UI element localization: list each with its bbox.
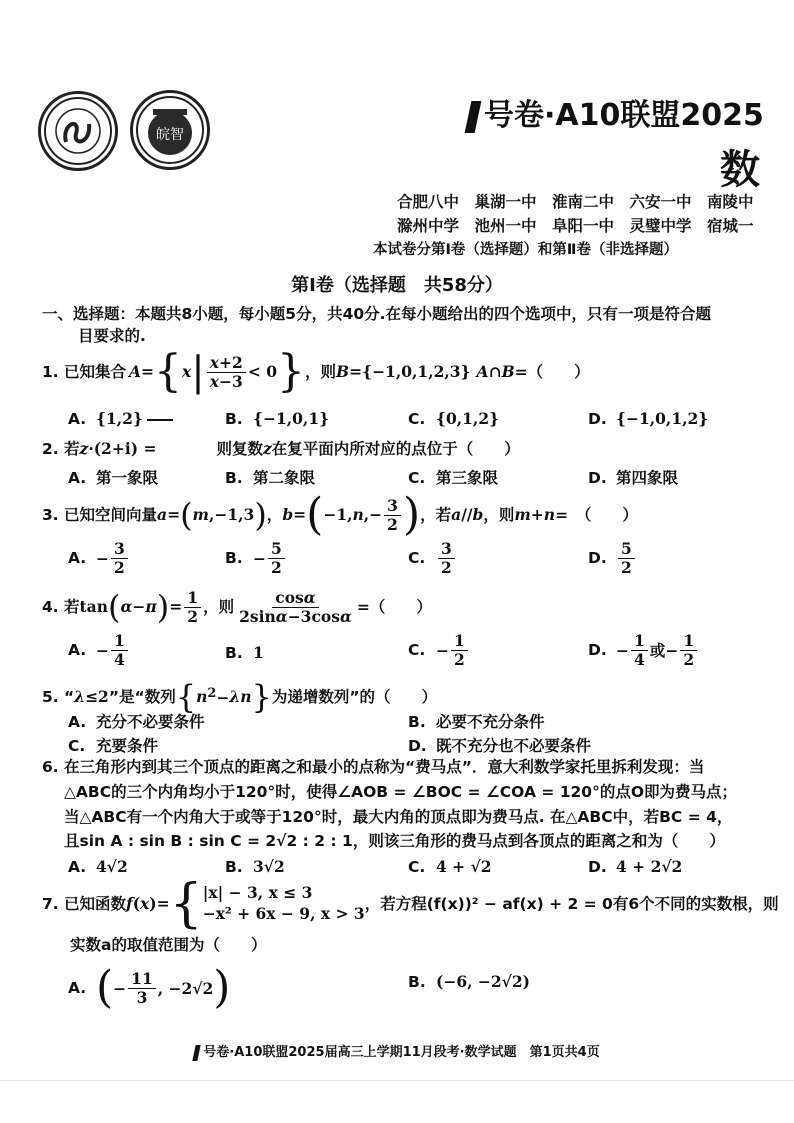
q4-option-c: C. − $\frac{1}{2}$ xyxy=(408,632,470,669)
q6-option-b: B. 3√2 xyxy=(225,857,285,876)
q4-option-a: A. − $\frac{1}{4}$ xyxy=(68,632,130,669)
league-logo xyxy=(38,91,118,171)
question-4: 4. 若 tan ( α − π ) = $\frac{1}{2}$ ，则 $\frac{\cos\alpha}{2\sin\alpha-3\cos\alpha}$ =（ ） xyxy=(42,588,432,627)
page-divider xyxy=(0,1080,794,1081)
q5-option-a: A. 充分不必要条件 xyxy=(68,713,205,731)
q6-option-c: C. 4 + √2 xyxy=(408,857,492,876)
schools-row-1: 合肥八中 巢湖一中 淮南二中 六安一中 南陵中 xyxy=(397,193,754,211)
question-number: 2. xyxy=(42,440,59,458)
question-text: ，若方程(f(x))² − af(x) + 2 = 0有6个不同的实数根，则 xyxy=(364,894,779,913)
question-text: 则复数 xyxy=(216,440,263,458)
q3-option-c: C. $\frac{3}{2}$ xyxy=(408,540,457,577)
question-6-line-4: 且sin A : sin B : sin C = 2√2 : 2 : 1，则该三角形的费马点到各顶点的距离之和为（ ） xyxy=(64,832,725,850)
question-6 xyxy=(42,758,704,777)
q5-option-d: D. 既不充分也不必要条件 xyxy=(408,737,592,755)
section-intro-line-1: 一、选择题：本题共8小题，每小题5分，共40分.在每小题给出的四个选项中，只有一项是符合题 xyxy=(42,305,712,323)
wanzhi-logo-icon xyxy=(133,93,207,167)
q6-option-a: A. 4√2 xyxy=(68,857,128,876)
question-7: 7. 已知函数 f ( x )= { |x| − 3, x ≤ 3 −x² + 6x − 9, x > 3 ，若方程(f(x))² − af(x) + 2 = 0有6个不同的实数根，则 xyxy=(42,874,779,934)
q3-option-b: B. − $\frac{5}{2}$ xyxy=(225,540,287,577)
q2-option-c: C. 第三象限 xyxy=(408,469,499,487)
question-6-line-2: △ABC的三个内角均小于120°时，使得∠AOB = ∠BOC = ∠COA = 120°的点O即为费马点； xyxy=(64,783,738,801)
wanzhi-logo xyxy=(130,90,210,170)
question-text: 已知集合 xyxy=(64,362,127,381)
q2-option-d: D. 第四象限 xyxy=(588,469,679,487)
question-number: 3. xyxy=(42,505,59,524)
q5-option-b: B. 必要不充分条件 xyxy=(408,713,545,731)
answer-paren: =（ ） xyxy=(514,362,590,381)
question-text: 为递增数列”的（ ） xyxy=(271,687,438,706)
answer-paren: = （ ） xyxy=(555,505,638,524)
q6-option-d: D. 4 + 2√2 xyxy=(588,857,683,876)
q2-option-b: B. 第二象限 xyxy=(225,469,316,487)
q1-option-d: D. {−1,0,1,2} xyxy=(588,409,709,428)
q3-option-d: D. $\frac{5}{2}$ xyxy=(588,540,637,577)
piecewise-case-1: |x| − 3, x ≤ 3 xyxy=(202,883,313,903)
schools-row-2: 滁州中学 池州一中 阜阳一中 灵璧中学 宿城一 xyxy=(397,217,754,235)
question-text: 已知函数 xyxy=(64,894,127,913)
league-logo-icon xyxy=(41,94,115,168)
exam-note: 本试卷分第Ⅰ卷（选择题）和第Ⅱ卷（非选择题） xyxy=(373,242,678,258)
question-text: 若 xyxy=(64,440,80,458)
page-footer: 号卷·A10联盟2025届高三上学期11月段考·数学试题 第1页共4页 xyxy=(0,1041,794,1061)
question-number: 1. xyxy=(42,362,59,381)
exam-brand-mark xyxy=(465,101,482,133)
q1-option-a: A. {1,2} xyxy=(68,409,177,428)
q1-option-c: C. {0,1,2} xyxy=(408,409,500,428)
question-number: 4. xyxy=(42,598,59,617)
question-text: “ xyxy=(64,687,75,706)
answer-paren: =（ ） xyxy=(356,598,432,617)
q4-option-d: D. − $\frac{1}{4}$ 或 − $\frac{1}{2}$ xyxy=(588,632,699,669)
q2-option-a: A. 第一象限 xyxy=(68,469,159,487)
question-text: ，则 xyxy=(203,598,235,617)
q4-option-b: B. 1 xyxy=(225,643,264,662)
footer-brand-mark xyxy=(193,1045,201,1061)
question-2: 2. 若z·(2+i) = 则复数z在复平面内所对应的点位于（ ） xyxy=(42,439,520,458)
question-1: 1. 已知集合 A = { x | $\frac{x+2}{x-3}$ < 0 } ，则 B ={−1,0,1,2,3} A ∩ B =（ ） xyxy=(42,346,590,397)
question-text: 在复平面内所对应的点位于（ ） xyxy=(271,440,520,458)
question-text: 已知空间向量 xyxy=(64,505,158,524)
question-text: ，若 xyxy=(420,505,452,524)
subject-title: 数 xyxy=(720,147,760,193)
question-7-line-2: 实数a的取值范围为（ ） xyxy=(70,936,267,954)
q5-option-c: C. 充要条件 xyxy=(68,737,159,755)
question-number: 5. xyxy=(42,687,59,706)
section-intro-line-2: 目要求的. xyxy=(78,327,146,345)
question-5: 5. “ λ ≤2 ”是“数列 { n $^2$− λn } 为递增数列”的（ ） xyxy=(42,678,438,716)
exam-title: 号卷·A10联盟2025 xyxy=(468,90,764,134)
question-6-line-3: 当△ABC有一个内角大于或等于120°时，最大内角的顶点即为费马点. 在△ABC中，若BC = 4， xyxy=(64,808,733,826)
q7-option-a: A. ( − $\frac{11}{3}$ , −2√2 ) xyxy=(68,962,231,1013)
question-number: 7. xyxy=(42,894,59,913)
section-title: 第Ⅰ卷（选择题 共58分） xyxy=(291,275,503,296)
question-text: ，则 xyxy=(483,505,515,524)
question-text: 在三角形内到其三个顶点的距离之和最小的点称为“费马点”．意大利数学家托里拆利发现：当 xyxy=(64,758,705,776)
question-text: ”是“数列 xyxy=(108,687,176,706)
fraction: $\frac{x+2}{x-3}$ xyxy=(207,354,246,391)
question-text: ，则 xyxy=(304,362,336,381)
piecewise-case-2: −x² + 6x − 9, x > 3 xyxy=(202,904,365,923)
svg-text:皖智: 皖智 xyxy=(156,127,184,143)
q7-option-b: B. (−6, −2√2) xyxy=(408,972,530,991)
q3-option-a: A. − $\frac{3}{2}$ xyxy=(68,540,130,577)
question-3: 3. 已知空间向量 a = ( m ,−1,3 ) ， b = ( −1, n ,− $\frac{3}{2}$ ) ，若 a // b ，则 m + n = （ ） xyxy=(42,489,638,540)
question-text: 若 xyxy=(64,598,80,617)
question-number: 6. xyxy=(42,758,59,776)
q1-option-b: B. {−1,0,1} xyxy=(225,409,330,428)
scan-mark xyxy=(147,419,173,421)
